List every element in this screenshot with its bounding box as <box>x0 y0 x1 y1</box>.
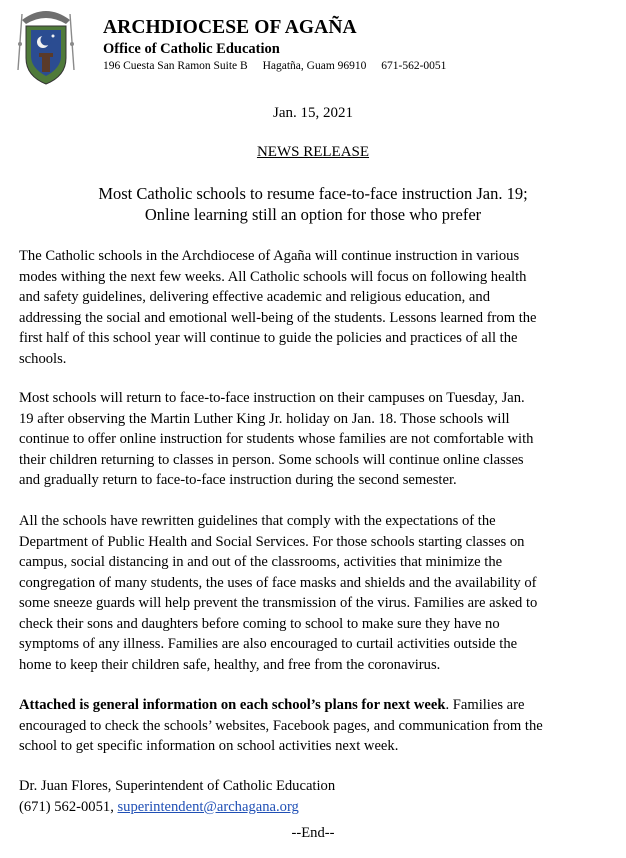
office-name: Office of Catholic Education <box>103 41 280 57</box>
paragraph-line: The Catholic schools in the Archdiocese of Agaña will continue instruction in various <box>19 248 520 264</box>
paragraph-line: Department of Public Health and Social Services. For those schools starting classes on <box>19 533 525 550</box>
paragraph-line: and gradually return to face-to-face instruction during the second semester. <box>19 472 457 488</box>
headline-line-2: Online learning still an option for those who prefer <box>144 205 482 224</box>
news-release-label: NEWS RELEASE <box>256 144 370 160</box>
paragraph-line: congregation of many students, the uses of face masks and shields and the availability of <box>19 574 537 591</box>
paragraph-line: school to get specific information on school activities next week. <box>19 738 399 754</box>
paragraph-line: modes withing the next few weeks. All Catholic schools will focus on following health <box>19 268 527 285</box>
superintendent-email-link[interactable]: superintendent@archagana.org <box>117 798 299 815</box>
paragraph-line: Most schools will return to face-to-face instruction on their campuses on Tuesday, Jan. <box>19 390 525 406</box>
release-date: Jan. 15, 2021 <box>273 105 353 121</box>
paragraph-line: some sneeze guards will help prevent the transmission of the virus. Families are asked to <box>19 595 538 611</box>
signature-name: Dr. Juan Flores, Superintendent of Catholic Education <box>19 778 336 794</box>
paragraph-line: schools. <box>19 350 67 367</box>
paragraph-line: home to keep their children safe, healthy, and free from the coronavirus. <box>19 656 441 673</box>
paragraph-4 <box>19 695 614 757</box>
signature-block <box>19 776 335 817</box>
paragraph-2 <box>19 388 614 491</box>
paragraph-1 <box>19 246 614 369</box>
organization-name: ARCHDIOCESE OF AGAÑA <box>103 17 357 38</box>
paragraph-3 <box>19 511 614 675</box>
paragraph-line: encouraged to check the schools’ websites, Facebook pages, and communication from the <box>19 717 543 734</box>
headline <box>0 183 626 225</box>
end-mark: --End-- <box>291 825 335 841</box>
street-address: 196 Cuesta San Ramon Suite B <box>103 60 248 72</box>
paragraph-line: their children returning to classes in person. Some schools will continue online classes <box>19 451 524 468</box>
attached-info-emphasis: Attached is general information on each school’s plans for next week <box>19 697 446 713</box>
paragraph-line: and safety guidelines, delivering effective academic and religious education, and <box>19 289 491 305</box>
paragraph-line <box>19 695 614 716</box>
paragraph-line: continue to offer online instruction for students whose families are not comfortable with <box>19 431 534 447</box>
paragraph-line: addressing the social and emotional well-being of the students. Lessons learned from the <box>19 309 537 326</box>
paragraph-line: 19 after observing the Martin Luther King Jr. holiday on Jan. 18. Those schools will <box>19 410 510 427</box>
archdiocese-seal-icon <box>16 8 76 88</box>
paragraph-line: All the schools have rewritten guidelines that comply with the expectations of the <box>19 513 496 529</box>
paragraph-line: campus, social distancing in and out of the classrooms, activities that minimize the <box>19 554 503 570</box>
headline-line-1: Most Catholic schools to resume face-to-face instruction Jan. 19; <box>98 184 528 203</box>
paragraph-line: check their sons and daughters before coming to school to make sure they have no <box>19 615 500 632</box>
phone-number: 671-562-0051 <box>381 60 447 72</box>
paragraph-line: first half of this school year will continue to guide the policies and practices of all the <box>19 330 518 346</box>
paragraph-line: symptoms of any illness. Families are also encouraged to curtail activities outside the <box>19 636 518 652</box>
signature-phone: (671) 562-0051, <box>19 798 118 815</box>
city-address: Hagatña, Guam 96910 <box>262 60 367 72</box>
address-line <box>103 60 458 72</box>
signature-contact <box>19 797 335 818</box>
paragraph-text: . Families are <box>445 697 525 713</box>
